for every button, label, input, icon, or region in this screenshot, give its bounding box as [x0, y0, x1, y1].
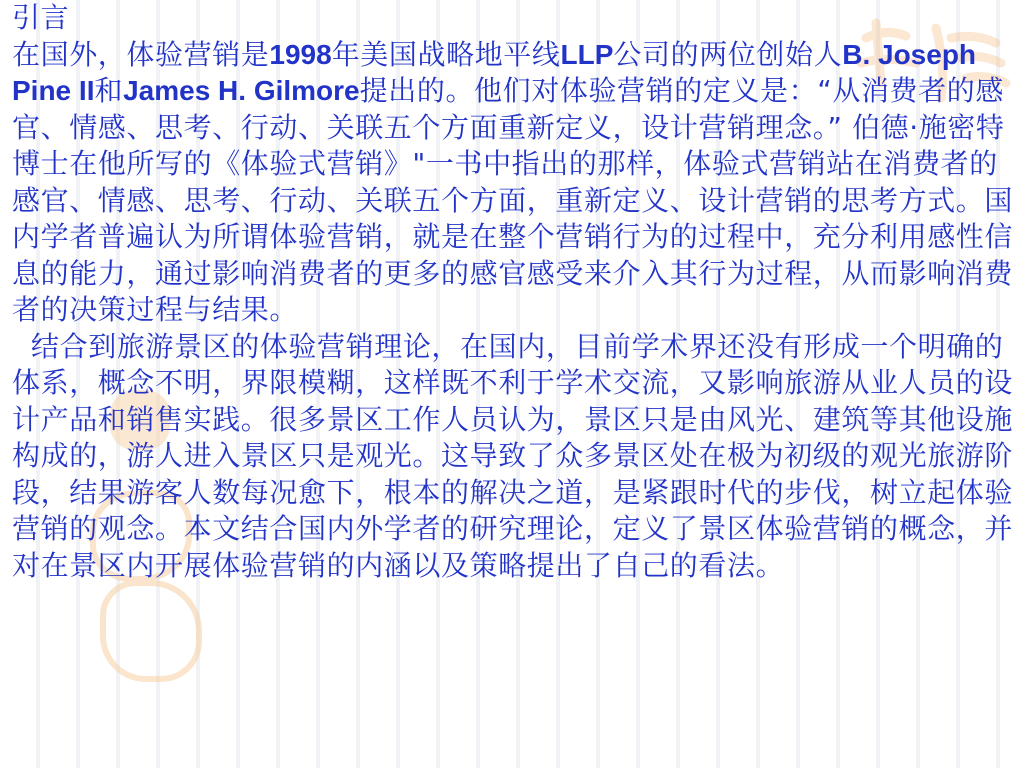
paragraph-2: 结合到旅游景区的体验营销理论，在国内，目前学术界还没有形成一个明确的体系，概念不明，界限模糊，这样既不利于学术交流，又影响旅游从业人员的设计产品和销售实践。很多景区工作人员认为，景区只是由风光、建筑等其他设施构成的，游人进入景区只是观光。这导致了众多景区处在极为初级的观光旅游阶段，结果游客人数每况愈下，根本的解决之道，是紧跟时代的步伐，树立起体验营销的观念。本文结合国内外学者的研究理论，定义了景区体验营销的概念，并对在景区内开展体验营销的内涵以及策略提出了自己的看法。 — [12, 329, 1014, 582]
para1-and: 和 — [94, 74, 124, 107]
para1-text-1: 在国外，体验营销是 — [12, 37, 270, 71]
para1-text-4: 提出的。他们对体验营销的定义是：“从消费者的感官、情感、思考、行动、关联五个方面重新定义，设计营销理念。” 伯德·施密特博士在他所写的《体验式营销》"一书中指出的那样，体验式营销站在消费者的感官、情感、思考、行动、关联五个方面，重新定义、设计营销的思考方式。国内学者普遍认为所谓体验营销，就是在整个营销行为的过程中，充分利用感性信息的能力，通过影响消费者的更多的感官感受来介入其行为过程，从而影响消费者的决策过程与结果。 — [12, 74, 1014, 326]
year-1998: 1998 — [269, 38, 332, 70]
para1-text-3: 公司的两位创始人 — [613, 37, 843, 71]
para1-text-2: 年美国战略地平线 — [331, 37, 561, 71]
slide-content — [12, 0, 1020, 584]
person-pine: B. Joseph Pine II — [12, 38, 984, 106]
heading: 引言 — [12, 1, 70, 34]
person-gilmore: James H. Gilmore — [123, 75, 360, 106]
company-llp: LLP — [560, 38, 614, 70]
paragraph-1 — [12, 37, 1020, 329]
